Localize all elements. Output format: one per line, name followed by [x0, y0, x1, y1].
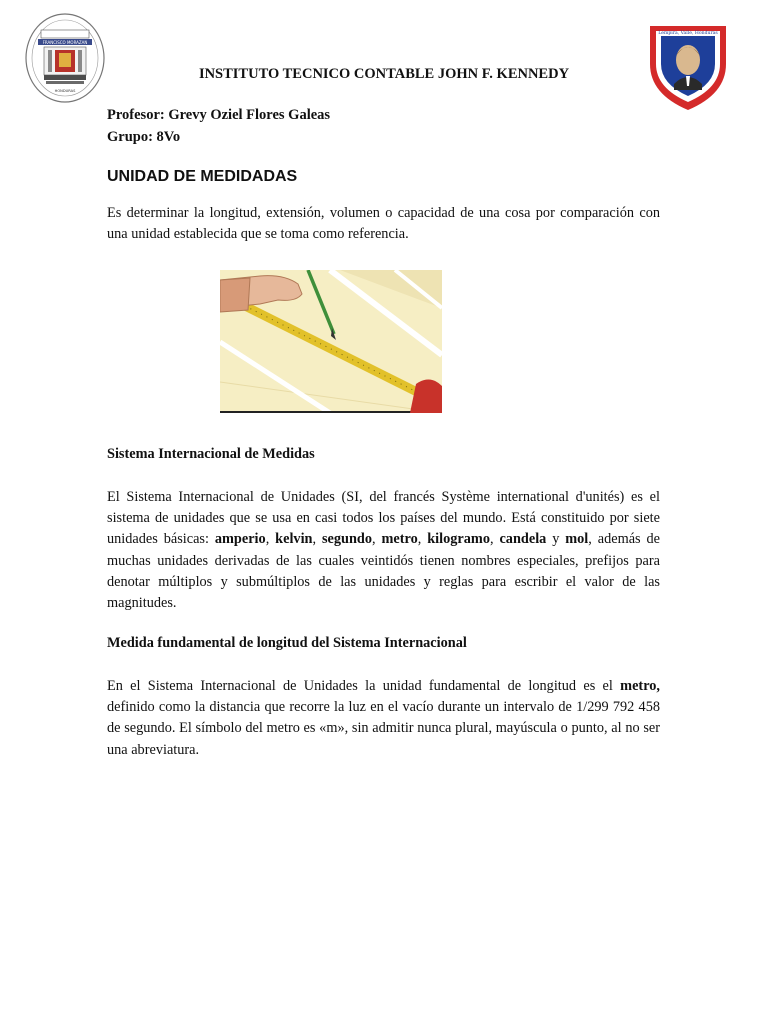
si-unit-segundo: segundo	[321, 531, 373, 548]
length-paragraph-end: definido como la distancia que recorre la luz en el vacío durante un intervalo de 1/299 792 458 de segundo. El símbolo del metro es «m», sin admitir nunca plural, mayúscula o punto, al no ser una abreviatura.	[107, 699, 660, 758]
si-unit-metro: metro	[381, 531, 418, 548]
school-seal-icon	[24, 12, 106, 104]
group-line: Grupo: 8Vo	[107, 129, 181, 145]
si-paragraph	[107, 487, 660, 614]
si-unit-kelvin: kelvin	[275, 531, 313, 548]
separator: y	[546, 531, 566, 548]
svg-text:HONDURAS: HONDURAS	[54, 89, 76, 93]
school-seal-logo	[24, 12, 106, 104]
separator: ,	[372, 531, 382, 548]
si-heading: Sistema Internacional de Medidas	[107, 446, 315, 462]
teacher-line: Profesor: Grevy Oziel Flores Galeas	[107, 107, 331, 123]
length-paragraph-start: En el Sistema Internacional de Unidades la unidad fundamental de longitud es el	[107, 678, 621, 694]
length-heading: Medida fundamental de longitud del Sistema Internacional	[107, 635, 467, 651]
measuring-tape-illustration-icon	[220, 270, 442, 413]
measuring-tape-illustration	[220, 270, 442, 413]
si-unit-candela: candela	[499, 531, 547, 548]
si-paragraph-intro: El Sistema Internacional de Unidades (SI, del francés Système international d'unités) es el sistema de unidades que se usa en casi todos los países del mundo. Está constituido por siete unidades básicas:	[107, 489, 660, 548]
unit-definition: Es determinar la longitud, extensión, volumen o capacidad de una cosa por comparación con una unidad establecida que se toma como referencia.	[107, 205, 660, 243]
school-name: INSTITUTO TECNICO CONTABLE JOHN F. KENNEDY	[198, 66, 570, 82]
si-paragraph-end: , además de muchas unidades derivadas de las cuales veintidós tienen nombres especiales, prefijos para denotar múltiplos y submúltiplos de las unidades y reglas para escribir el valor de las magnitudes.	[107, 531, 660, 612]
si-unit-mol: mol	[565, 531, 589, 548]
length-paragraph	[107, 676, 660, 761]
si-unit-kilogramo: kilogramo	[427, 531, 490, 548]
separator: ,	[312, 531, 322, 548]
separator: ,	[265, 531, 276, 548]
svg-text:Lempira, Valle, Honduras: Lempira, Valle, Honduras	[658, 31, 718, 36]
unit-title: UNIDAD DE MEDIDADAS	[107, 168, 298, 185]
svg-text:FRANCISCO MORAZAN: FRANCISCO MORAZAN	[42, 40, 88, 45]
separator: ,	[417, 531, 428, 548]
si-unit-amperio: amperio	[214, 531, 266, 548]
separator: ,	[489, 531, 500, 548]
metro-bold-word: metro,	[620, 678, 660, 694]
